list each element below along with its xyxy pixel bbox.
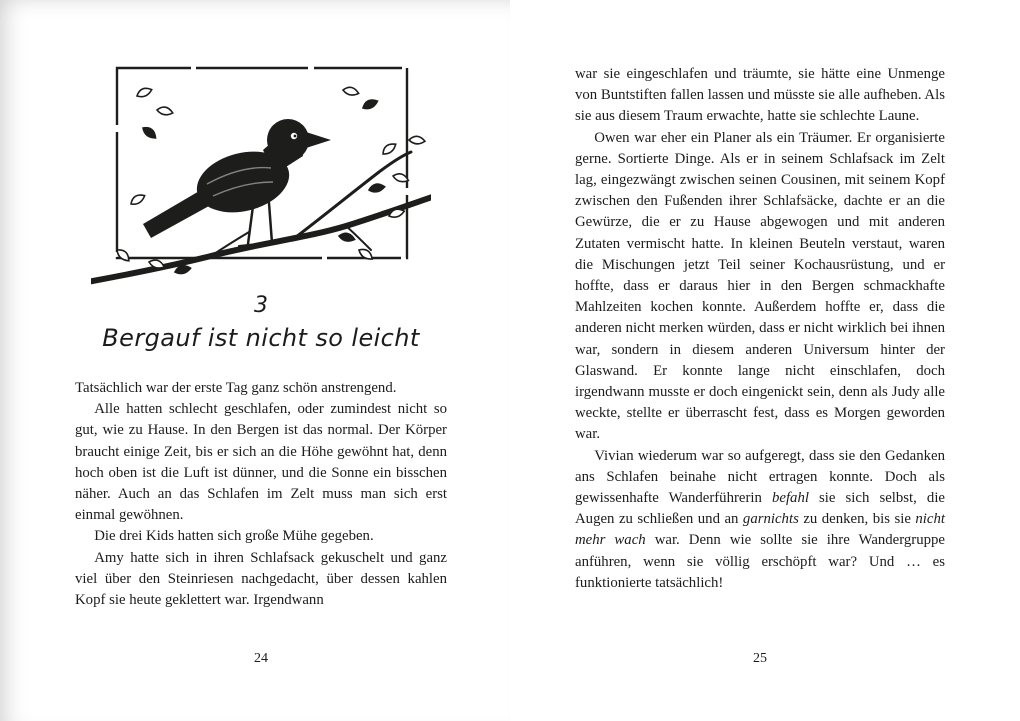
- chapter-number: 3: [254, 293, 268, 318]
- bird-pupil: [294, 135, 297, 138]
- bird-on-branch-drawing: [91, 54, 431, 294]
- text-segment: sie sich selbst, die Augen zu schließen und an: [575, 490, 945, 528]
- text-segment: Vivian wiederum war so aufgeregt, dass sie den Gedanken ans Schlafen beinahe nicht ertragen konnte. Doch als gewissenhafte Wanderführerin: [575, 447, 945, 507]
- text-segment: Alle hatten schlecht geschlafen, oder zumindest nicht so gut, wie zu Hause. In den Bergen ist das normal. Der Körper braucht einige Zeit, bis er sich an die Höhe gewöhnt hat, denn hoch oben ist die Luft ist dünner, und die Sonne ein bisschen näher. Auch an das Schlafen im Zelt muss man sich erst einmal gewöhnen.: [75, 401, 447, 524]
- emphasized-text: garnichts: [742, 511, 799, 528]
- bird-legs: [248, 203, 272, 244]
- paragraph: [575, 446, 945, 594]
- bird-beak: [306, 132, 331, 148]
- right-body-text: [575, 0, 945, 594]
- paragraph: [575, 128, 945, 446]
- paragraph: [75, 526, 447, 547]
- text-segment: Owen war eher ein Planer als ein Träumer. Er organisierte gerne. Sortierte Dinge. Als er in seinem Schlafsack im Zelt lag, eingezwängt zwischen seinen Cousinen, mit seinem Kopf zwischen den Fußenden ihrer Schlafsäcke, dachte er an die Gewürze, die er zu Hause abgewogen und mit anderen Zutaten vermischt hatte. In kleinen Beuteln verstaut, waren die Mischungen jetzt Teil seiner Kochausrüstung, und er hoffte, dass er daraus hier in den Bergen schmackhafte Mahlzeiten kochen konnte. Außerdem hoffte er, dass die anderen nicht merken würden, dass er nicht wirklich bei ihnen war, sondern in diesem anderen Universum hinter der Glaswand. Er konnte lange nicht einschlafen, doch irgendwann musste er doch eingenickt sein, denn als Judy alle weckte, stellte er überrascht fest, dass es Morgen geworden war.: [575, 129, 945, 443]
- bird: [143, 119, 331, 246]
- paragraph: [75, 548, 447, 612]
- text-segment: Die drei Kids hatten sich große Mühe gegeben.: [94, 528, 374, 545]
- text-segment: war sie eingeschlafen und träumte, sie hätte eine Unmenge von Buntstiften fallen lassen und müsste sie alle aufheben. Als sie aus diesem Traum erwachte, hatte sie schlechte Laune.: [575, 66, 945, 125]
- text-segment: Amy hatte sich in ihren Schlafsack gekuschelt und ganz viel über den Steinriesen nachgedacht, über dessen kahlen Kopf sie heute geklettert war. Irgendwann: [75, 549, 447, 609]
- text-segment: Tatsächlich war der erste Tag ganz schön anstrengend.: [75, 380, 397, 396]
- bird-illustration: [91, 54, 431, 294]
- page-right: [510, 0, 1020, 721]
- emphasized-text: befahl: [771, 490, 809, 507]
- text-segment: zu denken, bis sie: [798, 511, 916, 528]
- left-body-text: [75, 378, 447, 611]
- page-number-left: 24: [254, 651, 268, 666]
- page-number-right: 25: [753, 651, 767, 666]
- paragraph: [75, 378, 447, 399]
- emphasized-text: nicht mehr wach: [575, 511, 945, 549]
- chapter-title: Bergauf ist nicht so leicht: [102, 324, 420, 352]
- paragraph: [75, 399, 447, 526]
- paragraph: [575, 64, 945, 128]
- text-segment: war. Denn wie sollte sie ihre Wandergruppe anführen, wenn sie völlig erschöpft war? Und … es funktionierte tatsächlich!: [575, 532, 945, 591]
- bird-head: [267, 119, 309, 161]
